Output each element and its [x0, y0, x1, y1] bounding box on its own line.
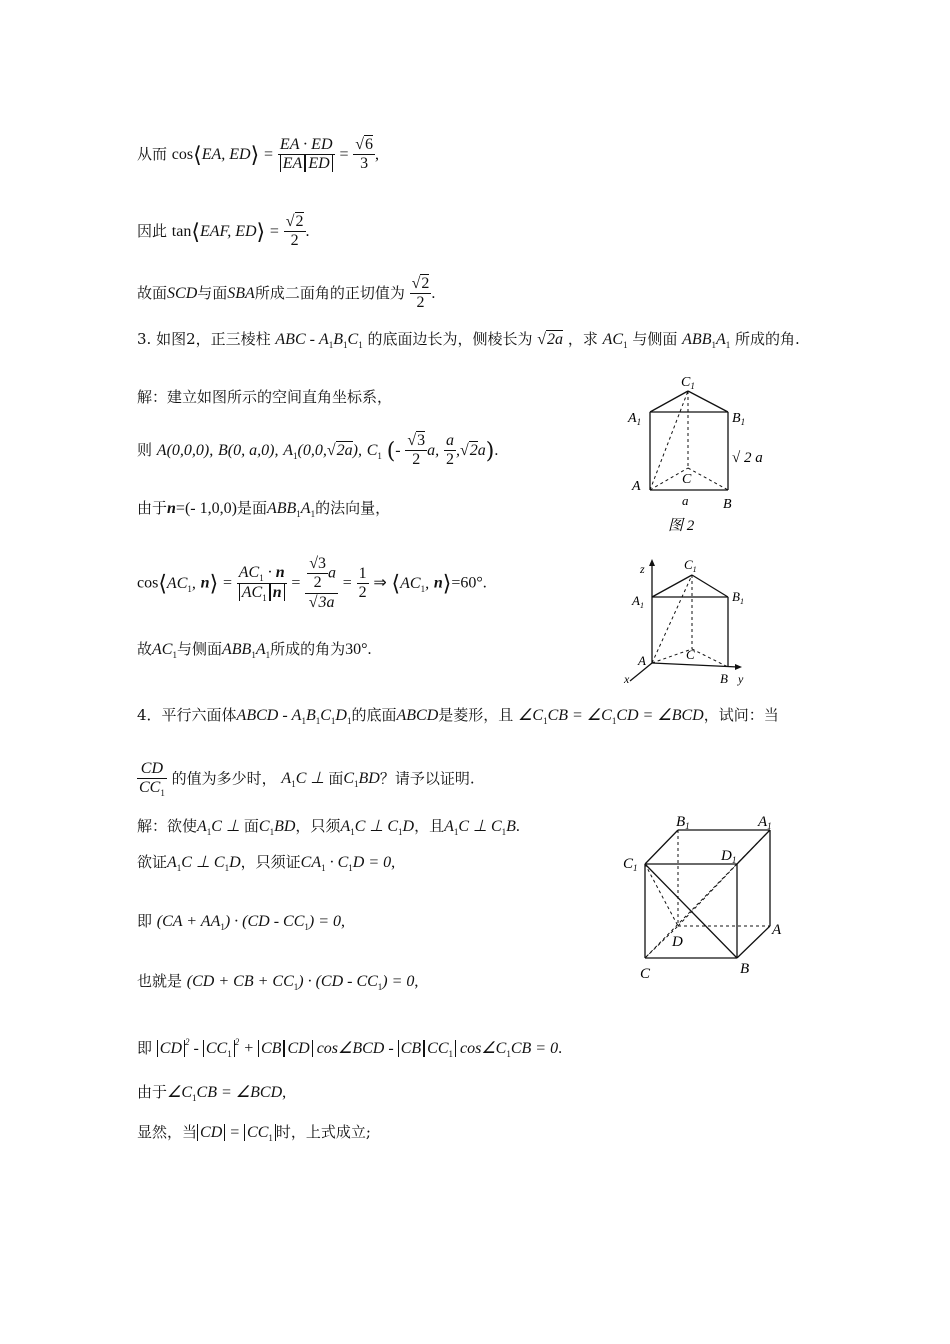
solution-3-intro: 解：建立如图所示的空间直角坐标系，: [137, 388, 393, 406]
label-B: B: [723, 497, 732, 512]
label-B1c: $B_1$: [676, 814, 690, 831]
eq-line-2: 也就是 (CD + CB + $CC_1) \cdot (CD - CC_1) = 0$,: [137, 972, 419, 992]
label-A1c: $A_1$: [758, 814, 772, 831]
figure-coordinate-prism: [620, 555, 790, 695]
problem-4: 4．平行六面体ABCD - $A_1B_1C_1D_1$的底面ABCD是菱形，且 $\angle C_1CB$ = $\angle C_1CD$ = ∠BCD，试问：当: [137, 706, 779, 726]
figure-parallelepiped: [620, 808, 790, 983]
label-C: C: [682, 472, 692, 487]
label-B1b: $B_1$: [732, 589, 744, 606]
label-A1b: $A_1$: [632, 593, 644, 610]
label-C1: $C_1$: [681, 375, 695, 391]
label-Bc: B: [740, 961, 750, 977]
eq-line-1: 即 $(CA + AA_1) \cdot (CD - CC_1) = 0$,: [137, 912, 346, 932]
eq-line-5: 显然，当 CD = $CC_1$ 时，上式成立;: [137, 1123, 371, 1143]
problem-4-line2: $\frac{CD}{CC_1}$ 的值为多少时， $A_1C$ ⊥ 面$C_1BD$？请予以证明.: [139, 760, 475, 799]
problem-3: 3. 如图2，正三棱柱 ABC - $A_1B_1C_1$ 的底面边长为，侧棱长为 √2a ，求 $AC_1$ 与侧面 $ABB_1A_1$ 所成的角.: [137, 330, 800, 350]
cos-fraction: $\frac{EA \cdot ED}{\text{EA ED}}$: [278, 136, 335, 174]
label-Bb: B: [720, 671, 728, 686]
solution-4-intro: 解：欲使$A_1C$ ⊥ 面$C_1BD$，只须$A_1C$ ⊥ $C_1D$，且$A_1C$ ⊥ $C_1B$.: [137, 817, 520, 837]
label-C1c: $C_1$: [623, 856, 638, 873]
normal-vector-line: 由于n=(- 1,0,0)是面$ABB_1A_1$的法向量，: [137, 499, 391, 519]
label-C1b: $C_1$: [684, 557, 697, 574]
label-a: a: [682, 493, 689, 508]
label-D1c: $D_1$: [721, 848, 737, 865]
label-Dc: D: [672, 934, 683, 950]
angle-cos-line: $\cos⟨AC_1$, n⟩ = $\frac{AC_1 \cdot n}{AC_1 n}$ = $\frac{√3}{2}$ a √3a = $\frac{1}{2}$ ⇒ $⟨AC_1$, n⟩=60°.: [137, 555, 487, 611]
label-B1: $B_1$: [732, 411, 746, 427]
label-Ac: A: [772, 922, 782, 938]
coordinates-line: 则 A(0,0,0), B(0, a,0), $A_1(0,0,√2a)$, $C_1$ (- $\frac{√3}{2}$ a, $\frac{a}{2}$ ,√2a).: [137, 432, 499, 469]
label-x: x: [624, 672, 630, 686]
text-conjunction: 从而: [137, 144, 168, 163]
label-A1: $A_1$: [628, 411, 642, 427]
eq-line-4: 由于$\angle C_1CB$ = ∠BCD,: [137, 1083, 287, 1103]
conclusion-line-1: 故面SCD与面SBA所成二面角的正切值为 $\frac{√2}{2}$ .: [137, 275, 436, 312]
label-Cb: C: [686, 647, 695, 662]
label-y: y: [738, 672, 744, 686]
formula-line-2: 因此 tan⟨EAF, ED⟩ = $\frac{√2}{2}$ .: [137, 213, 310, 250]
eq-line-3: 即 CD $^2 - CC_1^2$ + CB CD cos∠BCD - CB $CC_1$ $\cos\angle C_1CB = 0$.: [137, 1037, 563, 1059]
want-line: 欲证$A_1C$ ⊥ $C_1D$，只须证$CA_1 \cdot C_1D = 0$,: [137, 853, 396, 873]
label-A: A: [632, 479, 641, 494]
conclusion-3: 故$AC_1$与侧面$ABB_1A_1$所成的角为30°.: [137, 640, 372, 660]
label-Ab: A: [638, 653, 646, 668]
figure-2-prism: [620, 370, 790, 540]
label-z: z: [640, 562, 645, 576]
label-edge: √ 2 a: [732, 450, 763, 466]
label-Cc: C: [640, 966, 651, 982]
formula-line-1: 从而 cos⟨EA, ED⟩ = $\frac{EA \cdot ED}{\text{EA ED}}$ = $\frac{√6}{3}$ ,: [137, 136, 380, 173]
figure-2-caption: 图 2: [668, 518, 695, 534]
